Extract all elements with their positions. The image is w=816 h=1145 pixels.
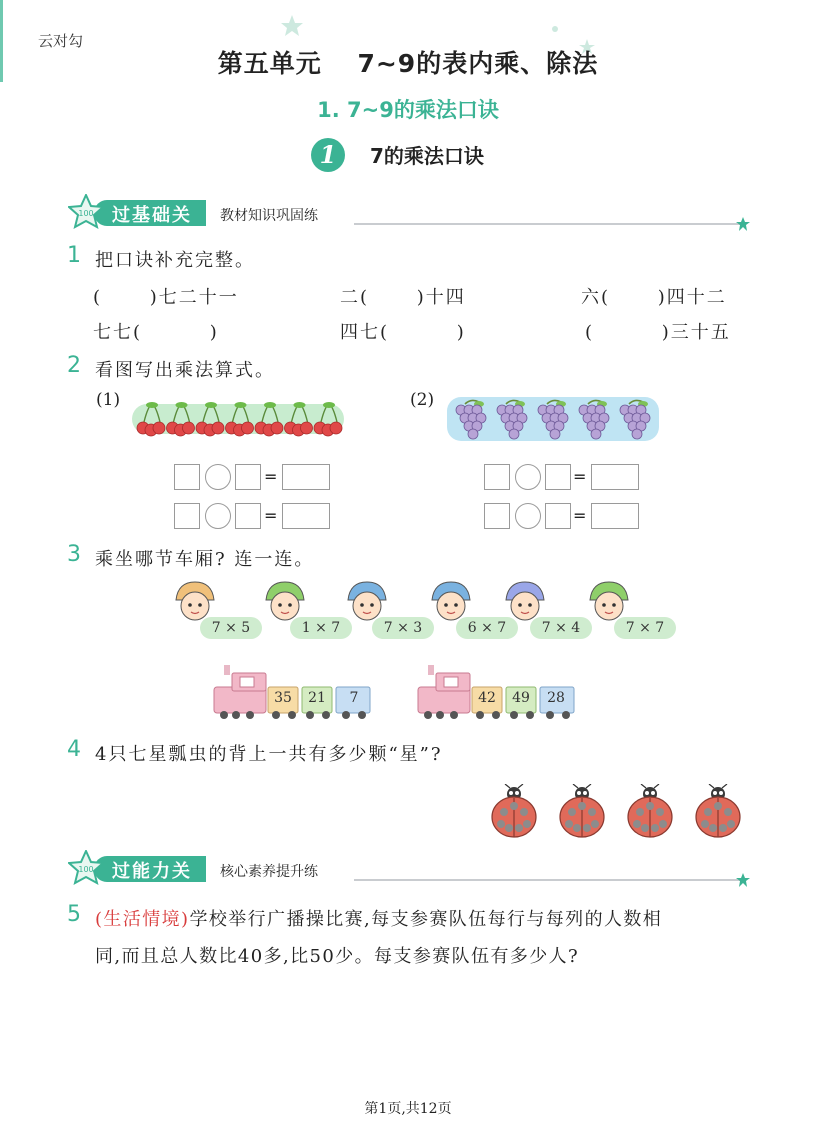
- car-number: 35: [274, 690, 292, 706]
- operator-circle[interactable]: [515, 503, 541, 529]
- section-subtitle: 教材知识巩固练: [220, 208, 318, 224]
- star-decoration-icon: [280, 14, 304, 38]
- question-prompt: 乘坐哪节车厢? 连一连。: [95, 549, 315, 570]
- answer-box[interactable]: [174, 503, 200, 529]
- blank-item: 二( )十四: [340, 287, 466, 308]
- brand-logo-text: 云对勾: [38, 32, 84, 50]
- kid-expression-label[interactable]: 7 × 3: [372, 617, 434, 639]
- ladybug-icon: [488, 784, 540, 840]
- blank-item: 七七( ): [93, 322, 219, 343]
- question-number: 3: [67, 542, 81, 567]
- equals-sign: =: [573, 506, 587, 525]
- svg-text:100: 100: [78, 209, 94, 218]
- cherry-group-icon: [137, 402, 165, 436]
- blank-item: ( )三十五: [585, 322, 731, 343]
- cherry-group-icon: [196, 402, 224, 436]
- grape-bunch-icon: [579, 400, 609, 439]
- equals-sign: =: [264, 467, 278, 486]
- part-label: (1): [96, 390, 121, 410]
- star-mascot-icon: [68, 194, 104, 230]
- car-number: 42: [478, 690, 496, 706]
- result-box[interactable]: [591, 464, 639, 490]
- section-header-ability: [68, 856, 750, 884]
- car-number: 49: [512, 690, 530, 706]
- kid-expression-label[interactable]: 7 × 5: [200, 617, 262, 639]
- kid-expression-label[interactable]: 6 × 7: [456, 617, 518, 639]
- ladybug-icon: [624, 784, 676, 840]
- car-number: 21: [308, 690, 326, 706]
- part-label: (2): [410, 390, 435, 410]
- question-line: [95, 905, 662, 931]
- page-footer: 第1页,共12页: [364, 1101, 452, 1117]
- result-box[interactable]: [282, 464, 330, 490]
- question-prompt: 把口诀补充完整。: [95, 250, 255, 271]
- answer-box[interactable]: [545, 503, 571, 529]
- star-end-icon: [736, 217, 750, 231]
- star-mascot-icon: [68, 850, 104, 886]
- cherry-group-icon: [226, 402, 254, 436]
- lesson-number-badge: 1: [311, 138, 345, 172]
- section-title: 1. 7~9的乘法口诀: [317, 98, 499, 122]
- cherry-group-icon: [314, 402, 342, 436]
- answer-box[interactable]: [545, 464, 571, 490]
- cherry-group-icon: [167, 402, 195, 436]
- question-number: 5: [67, 902, 81, 927]
- section-title-text: 过基础关: [112, 205, 192, 226]
- question-number: 4: [67, 737, 81, 762]
- blank-item: ( )七二十一: [93, 287, 239, 308]
- answer-box[interactable]: [484, 503, 510, 529]
- context-tag: (生活情境): [95, 909, 190, 930]
- ladybug-icon: [692, 784, 744, 840]
- operator-circle[interactable]: [205, 503, 231, 529]
- grape-bunch-icon: [538, 400, 568, 439]
- train-icon: [410, 657, 580, 719]
- grape-bunch-icon: [620, 400, 650, 439]
- cherry-group-icon: [255, 402, 283, 436]
- blank-item: 四七( ): [340, 322, 466, 343]
- question-number: 2: [67, 353, 81, 378]
- car-number: 7: [349, 690, 359, 706]
- unit-title: 第五单元 7~9的表内乘、除法: [217, 49, 599, 78]
- cherries-illustration: [132, 400, 344, 440]
- grape-bunch-icon: [456, 400, 486, 439]
- star-end-icon: [736, 873, 750, 887]
- answer-box[interactable]: [235, 464, 261, 490]
- operator-circle[interactable]: [205, 464, 231, 490]
- result-box[interactable]: [282, 503, 330, 529]
- kid-expression-label[interactable]: 1 × 7: [290, 617, 352, 639]
- operator-circle[interactable]: [515, 464, 541, 490]
- blank-item: 六( )四十二: [581, 287, 727, 308]
- section-subtitle: 核心素养提升练: [220, 864, 318, 880]
- question-prompt: 看图写出乘法算式。: [95, 360, 275, 381]
- grape-bunch-icon: [497, 400, 527, 439]
- train-icon: [206, 657, 376, 719]
- kid-expression-label[interactable]: 7 × 7: [614, 617, 676, 639]
- result-box[interactable]: [591, 503, 639, 529]
- equals-sign: =: [264, 506, 278, 525]
- car-number: 28: [547, 690, 565, 706]
- sparkle-icon: [550, 24, 560, 34]
- question-text: 同,而且总人数比40多,比50少。每支参赛队伍有多少人?: [95, 946, 580, 967]
- question-prompt: 4只七星瓢虫的背上一共有多少颗“星”?: [95, 744, 443, 765]
- answer-box[interactable]: [484, 464, 510, 490]
- svg-text:100: 100: [78, 865, 94, 874]
- cherry-group-icon: [285, 402, 313, 436]
- ladybug-icon: [556, 784, 608, 840]
- ladybugs-row: [0, 0, 816, 1]
- grapes-illustration: [447, 396, 659, 444]
- equals-sign: =: [573, 467, 587, 486]
- lesson-title: 7的乘法口诀: [370, 144, 484, 168]
- answer-box[interactable]: [235, 503, 261, 529]
- question-text: 学校举行广播操比赛,每支参赛队伍每行与每列的人数相: [189, 909, 663, 930]
- question-number: 1: [67, 243, 81, 268]
- kid-expression-label[interactable]: 7 × 4: [530, 617, 592, 639]
- answer-box[interactable]: [174, 464, 200, 490]
- section-header-basic: [68, 200, 750, 228]
- section-title-text: 过能力关: [112, 861, 192, 882]
